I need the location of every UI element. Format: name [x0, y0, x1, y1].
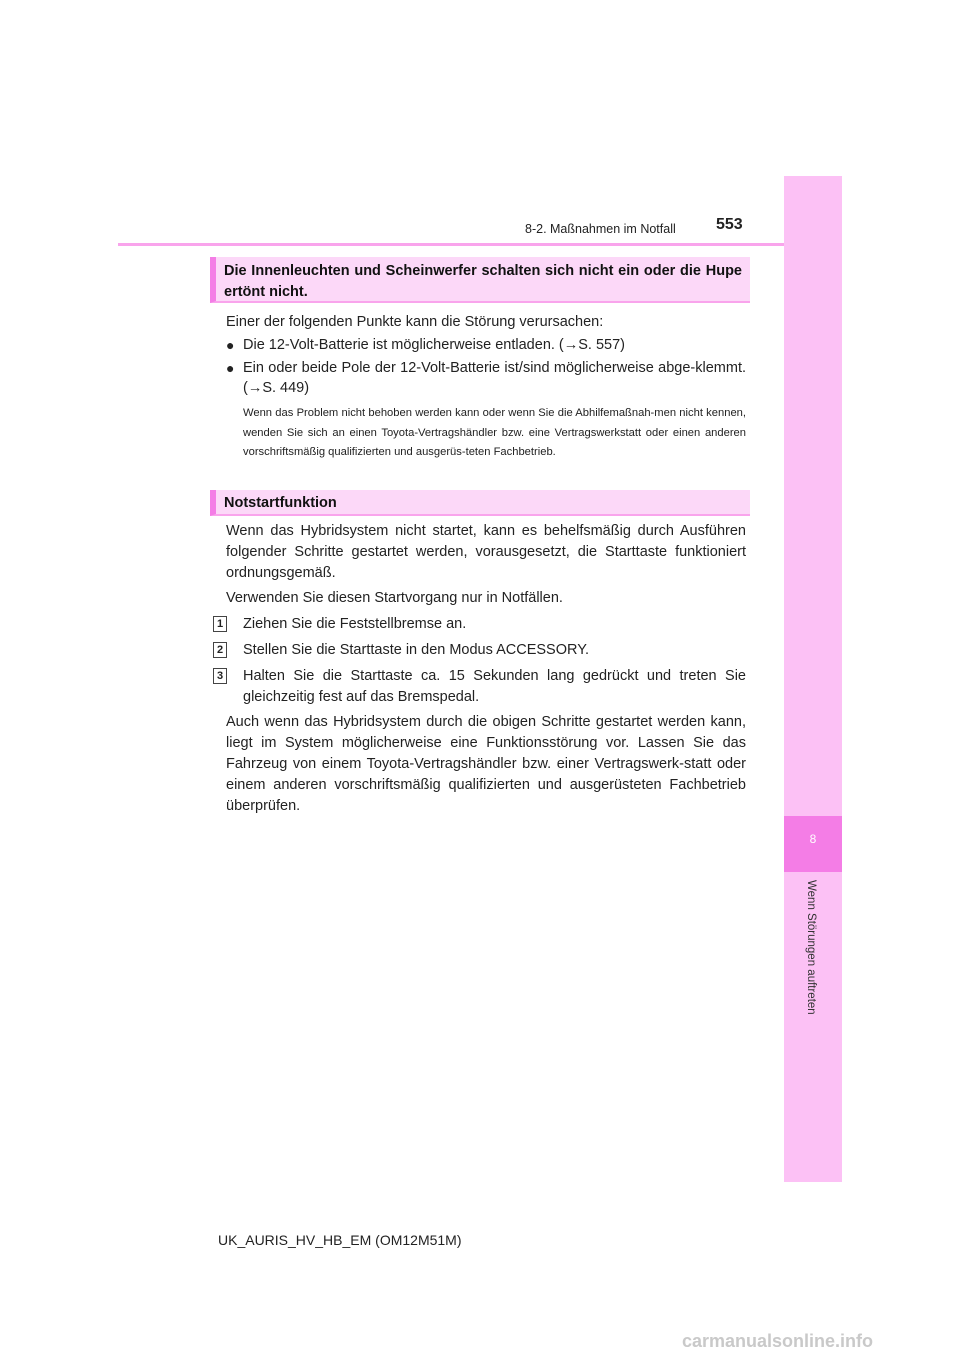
step-number-badge: 3 [213, 668, 227, 684]
footer-code: UK_AURIS_HV_HB_EM (OM12M51M) [218, 1232, 462, 1248]
chapter-title: Wenn Störungen auftreten [805, 880, 817, 1015]
step-item [216, 666, 746, 708]
list-item [226, 358, 746, 400]
page-number: 553 [716, 216, 743, 233]
header-rule [118, 243, 842, 246]
step-item [216, 614, 746, 635]
bullet-icon: ● [226, 336, 235, 353]
section2-body [216, 521, 746, 816]
section2-closing: Auch wenn das Hybridsystem durch die obigen Schritte gestartet werden kann, liegt im System möglicherweise eine Funktionsstörung vor. Lassen Sie das Fahrzeug von einem Toyota-Vertragshändler bzw. einer Vertragswerk-statt oder einem anderen vorschriftsmäßig qualifizierten und ausgerüsteten Fachbetrieb überprüfen. [226, 714, 746, 814]
section-reference: 8-2. Maßnahmen im Notfall [525, 222, 676, 236]
step-text: Halten Sie die Starttaste ca. 15 Sekunden lang gedrückt und treten Sie gleichzeitig fest auf das Bremspedal. [243, 667, 746, 705]
watermark: carmanualsonline.info [682, 1331, 874, 1351]
chapter-number: 8 [809, 832, 817, 846]
bullet-icon: ● [226, 359, 235, 376]
chapter-marker[interactable] [784, 816, 842, 872]
section1-body [226, 312, 746, 463]
section-heading-lights-horn: Die Innenleuchten und Scheinwerfer schalten sich nicht ein oder die Hupe ertönt nicht. [210, 257, 750, 303]
step-number-badge: 2 [213, 642, 227, 658]
list-item [226, 335, 746, 356]
section2-intro: Wenn das Hybridsystem nicht startet, kann es behelfsmäßig durch Ausführen folgender Schritte gestartet werden, vorausgesetzt, die Starttaste funktioniert ordnungsgemäß. [226, 523, 746, 581]
step-item [216, 640, 746, 661]
step-text: Stellen Sie die Starttaste in den Modus ACCESSORY. [243, 641, 590, 658]
section-heading-emergency-start: Notstartfunktion [210, 490, 750, 516]
side-tab [784, 176, 842, 1182]
bullet-text: Ein oder beide Pole der 12-Volt-Batterie ist/sind möglicherweise abge-klemmt. (→S. 449) [243, 359, 746, 397]
section1-intro: Einer der folgenden Punkte kann die Störung verursachen: [226, 314, 604, 330]
emergency-note: Verwenden Sie diesen Startvorgang nur in Notfällen. [226, 590, 563, 607]
section1-note: Wenn das Problem nicht behoben werden kann oder wenn Sie die Abhilfemaßnah-men nicht kennen, wenden Sie sich an einen Toyota-Vertragshändler bzw. eine Vertragswerkstatt oder einen anderen vorschriftsmäßig qualifizierten und ausgerüs-teten Fachbetrieb. [243, 407, 746, 459]
step-number-badge: 1 [213, 616, 227, 632]
step-text: Ziehen Sie die Feststellbremse an. [243, 616, 467, 633]
bullet-text: Die 12-Volt-Batterie ist möglicherweise entladen. (→S. 557) [243, 336, 626, 353]
